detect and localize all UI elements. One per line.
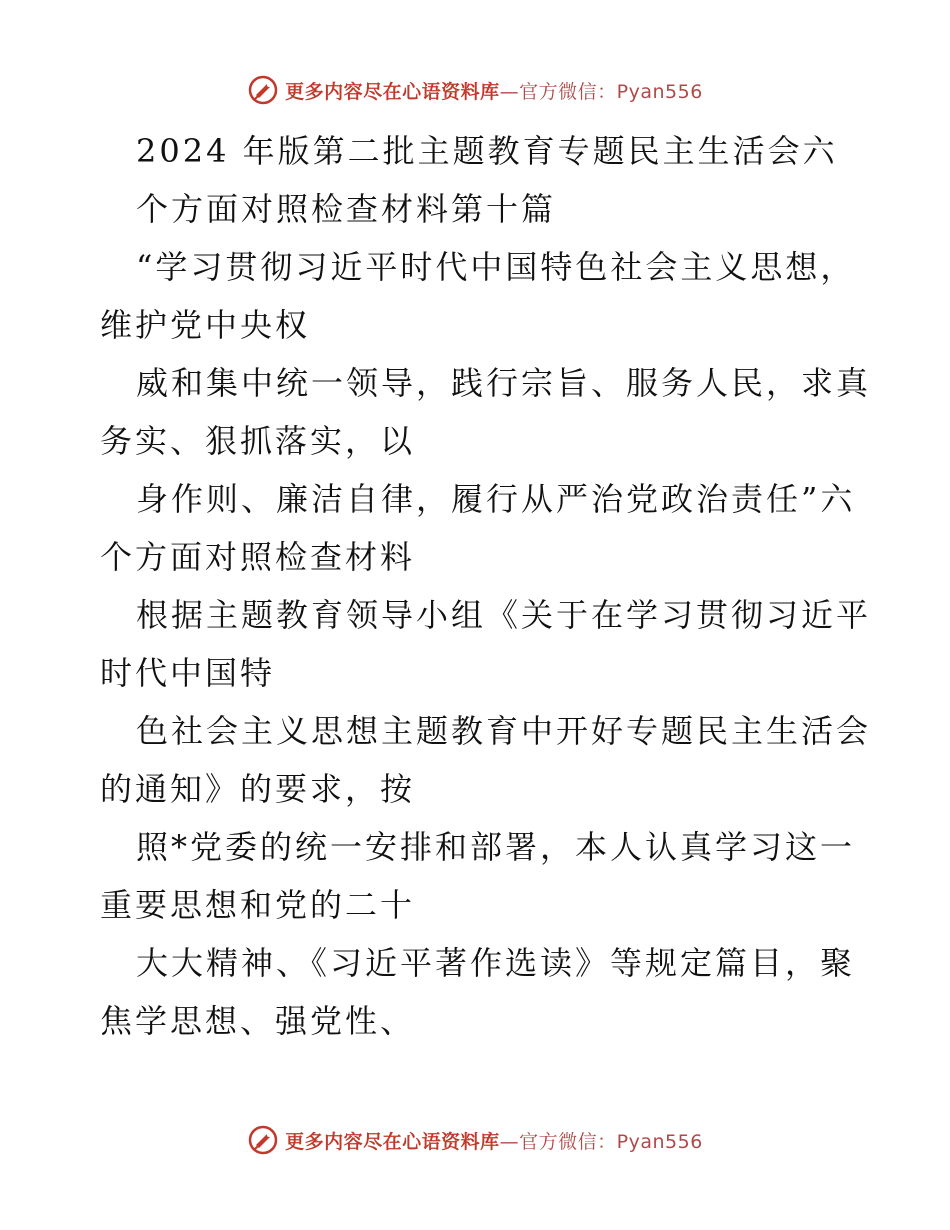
doc-line-3: “学习贯彻习近平时代中国特色社会主义思想， <box>136 248 856 286</box>
doc-line-8: 个方面对照检查材料 <box>100 538 416 576</box>
doc-line-6: 务实、狠抓落实，以 <box>100 422 416 460</box>
doc-line-14: 重要思想和党的二十 <box>100 886 416 924</box>
header-watermark <box>0 70 950 110</box>
doc-line-9: 根据主题教育领导小组《关于在学习贯彻习近平 <box>136 596 872 634</box>
library-logo-icon <box>247 1124 279 1156</box>
doc-line-5: 威和集中统一领导，践行宗旨、服务人民，求真 <box>136 364 872 402</box>
doc-line-10: 时代中国特 <box>100 654 276 692</box>
watermark-separator: — <box>499 80 520 103</box>
doc-line-4: 维护党中央权 <box>100 306 311 344</box>
watermark-main: 更多内容尽在心语资料库 <box>285 1130 500 1153</box>
watermark-separator: — <box>499 1130 520 1153</box>
doc-line-15: 大大精神、《习近平著作选读》等规定篇目，聚 <box>136 944 856 982</box>
watermark-main: 更多内容尽在心语资料库 <box>285 80 500 103</box>
watermark-text <box>285 77 703 104</box>
library-logo-icon <box>247 74 279 106</box>
doc-line-11: 色社会主义思想主题教育中开好专题民主生活会 <box>136 712 872 750</box>
watermark-contact: 官方微信：Pyan556 <box>519 80 703 103</box>
watermark-contact: 官方微信：Pyan556 <box>519 1130 703 1153</box>
doc-line-16: 焦学思想、强党性、 <box>100 1002 416 1040</box>
doc-line-2: 个方面对照检查材料第十篇 <box>136 190 557 228</box>
doc-line-7: 身作则、廉洁自律，履行从严治党政治责任”六 <box>136 480 856 518</box>
doc-line-12: 的通知》的要求，按 <box>100 770 416 808</box>
footer-watermark <box>0 1120 950 1160</box>
doc-line-1: 2024 年版第二批主题教育专题民主生活会六 <box>136 132 838 170</box>
watermark-text <box>285 1127 703 1154</box>
doc-line-13: 照*党委的统一安排和部署，本人认真学习这一 <box>136 828 856 866</box>
document-body <box>100 122 872 1050</box>
